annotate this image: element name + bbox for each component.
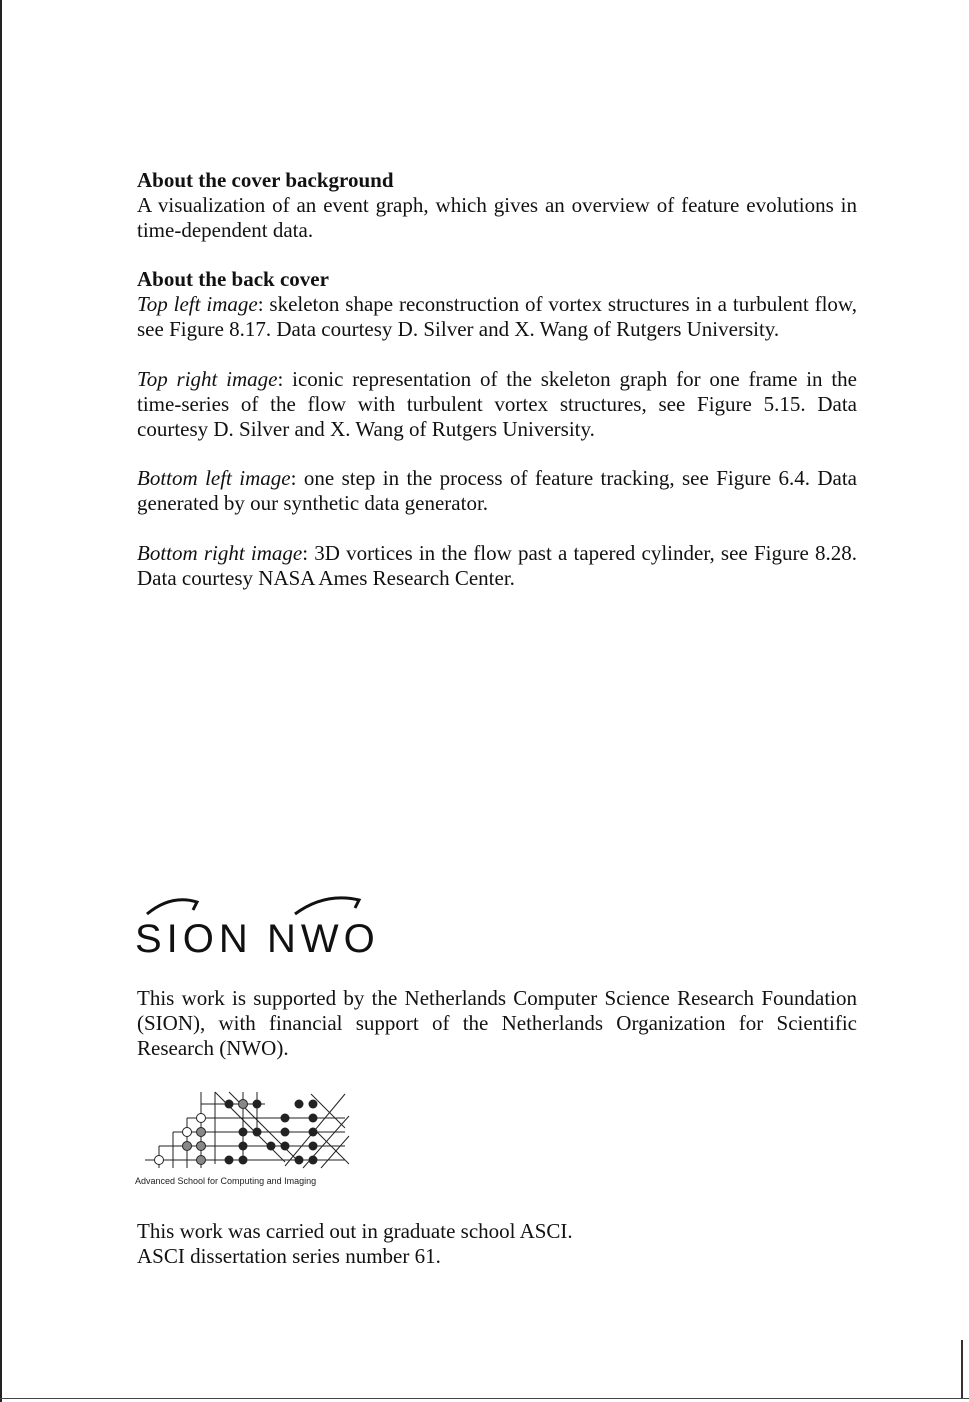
bottom-left-image-section	[137, 466, 857, 516]
support-text: This work is supported by the Netherlands Computer Science Research Foundation (SION), with financial support of the Netherlands Organization for Scientific Research (NWO).	[137, 986, 857, 1060]
top-right-image-section	[137, 367, 857, 442]
page-bottom-line	[0, 1398, 969, 1399]
top-left-image-lead: Top left image	[137, 292, 258, 316]
back-cover-section	[137, 267, 857, 342]
top-right-image-paragraph	[137, 367, 857, 442]
support-section	[137, 986, 857, 1061]
cover-background-section	[137, 168, 857, 243]
page-right-edge-mark	[961, 1340, 963, 1398]
nwo-logo-swoosh	[295, 898, 359, 914]
sion-logo-swoosh	[147, 900, 197, 914]
top-left-image-text: : skeleton shape reconstruction of vortex structures in a turbulent flow, see Figure 8.17. Data courtesy D. Silver and X. Wang of Rutgers University.	[137, 292, 857, 341]
graduate-school-section	[137, 1219, 857, 1269]
sion-logo-text: SION	[135, 917, 253, 960]
bottom-right-image-text: : 3D vortices in the flow past a tapered cylinder, see Figure 8.28. Data courtesy NASA Ames Research Center.	[137, 541, 857, 590]
cover-background-text: A visualization of an event graph, which gives an overview of feature evolutions in time-dependent data.	[137, 193, 857, 242]
bottom-right-image-lead: Bottom right image	[137, 541, 303, 565]
top-right-image-lead: Top right image	[137, 367, 278, 391]
asci-logo	[135, 1088, 355, 1174]
nwo-logo-text: NWO	[267, 917, 380, 960]
asci-logo-caption: Advanced School for Computing and Imaging	[135, 1176, 317, 1186]
sion-nwo-logo	[135, 888, 385, 960]
dissertation-series-line: ASCI dissertation series number 61.	[137, 1244, 441, 1268]
back-cover-heading: About the back cover	[137, 267, 329, 291]
bottom-left-image-paragraph	[137, 466, 857, 516]
graduate-school-line: This work was carried out in graduate school ASCI.	[137, 1219, 573, 1243]
top-right-image-text: : iconic representation of the skeleton graph for one frame in the time-series of the flow with turbulent vortex structures, see Figure 5.15. Data courtesy D. Silver and X. Wang of Rutgers University.	[137, 367, 857, 441]
bottom-right-image-section	[137, 541, 857, 591]
bottom-left-image-lead: Bottom left image	[137, 466, 291, 490]
bottom-left-image-text: : one step in the process of feature tracking, see Figure 6.4. Data generated by our synthetic data generator.	[137, 466, 857, 515]
bottom-right-image-paragraph	[137, 541, 857, 591]
page-left-edge	[0, 0, 2, 1402]
cover-background-heading: About the cover background	[137, 168, 394, 192]
top-left-image-paragraph	[137, 292, 857, 342]
